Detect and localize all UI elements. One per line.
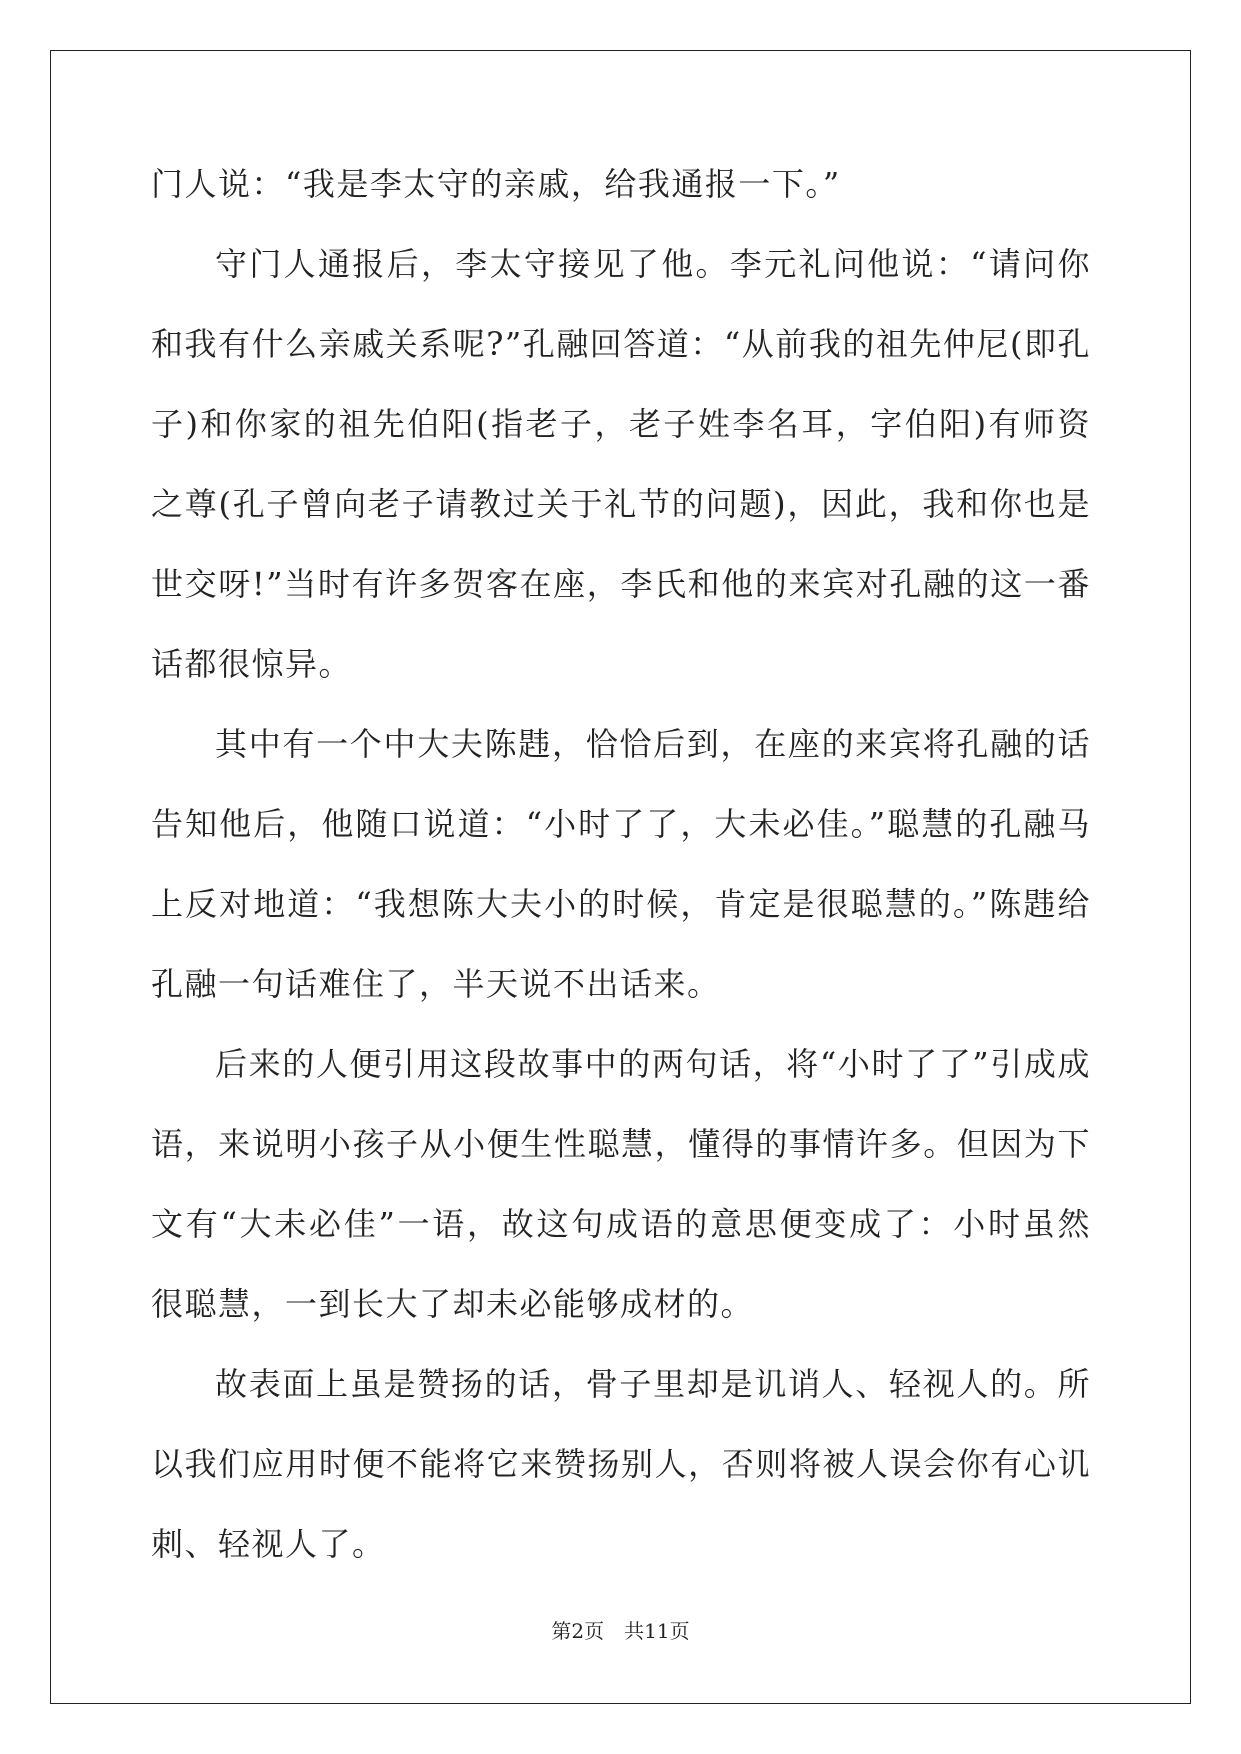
paragraph-2: 守门人通报后，李太守接见了他。李元礼问他说：“请问你和我有什么亲戚关系呢?”孔融回答道：“从前我的祖先仲尼(即孔子)和你家的祖先伯阳(指老子，老子姓李名耳，字伯阳)有师资之尊(孔子曾向老子请教过关于礼节的问题)，因此，我和你也是世交呀!”当时有许多贺客在座，李氏和他的来宾对孔融的这一番话都很惊异。: [151, 245, 1091, 683]
document-body: [151, 144, 1091, 1584]
paragraph-4: 后来的人便引用这段故事中的两句话，将“小时了了”引成成语，来说明小孩子从小便生性聪慧，懂得的事情许多。但因为下文有“大未必佳”一语，故这句成语的意思便变成了：小时虽然很聪慧，一到长大了却未必能够成材的。: [151, 1045, 1091, 1323]
paragraph-5: 故表面上虽是赞扬的话，骨子里却是讥诮人、轻视人的。所以我们应用时便不能将它来赞扬别人，否则将被人误会你有心讥刺、轻视人了。: [151, 1365, 1091, 1563]
paragraph-3: 其中有一个中大夫陈韪，恰恰后到，在座的来宾将孔融的话告知他后，他随口说道：“小时了了，大未必佳。”聪慧的孔融马上反对地道：“我想陈大夫小的时候，肯定是很聪慧的。”陈韪给孔融一句话难住了，半天说不出话来。: [151, 725, 1091, 1003]
page-number: 第2页: [551, 1619, 605, 1643]
page-total: 共11页: [624, 1619, 690, 1643]
paragraph-1: 门人说：“我是李太守的亲戚，给我通报一下。”: [151, 165, 841, 203]
page-footer: [0, 1615, 1241, 1644]
